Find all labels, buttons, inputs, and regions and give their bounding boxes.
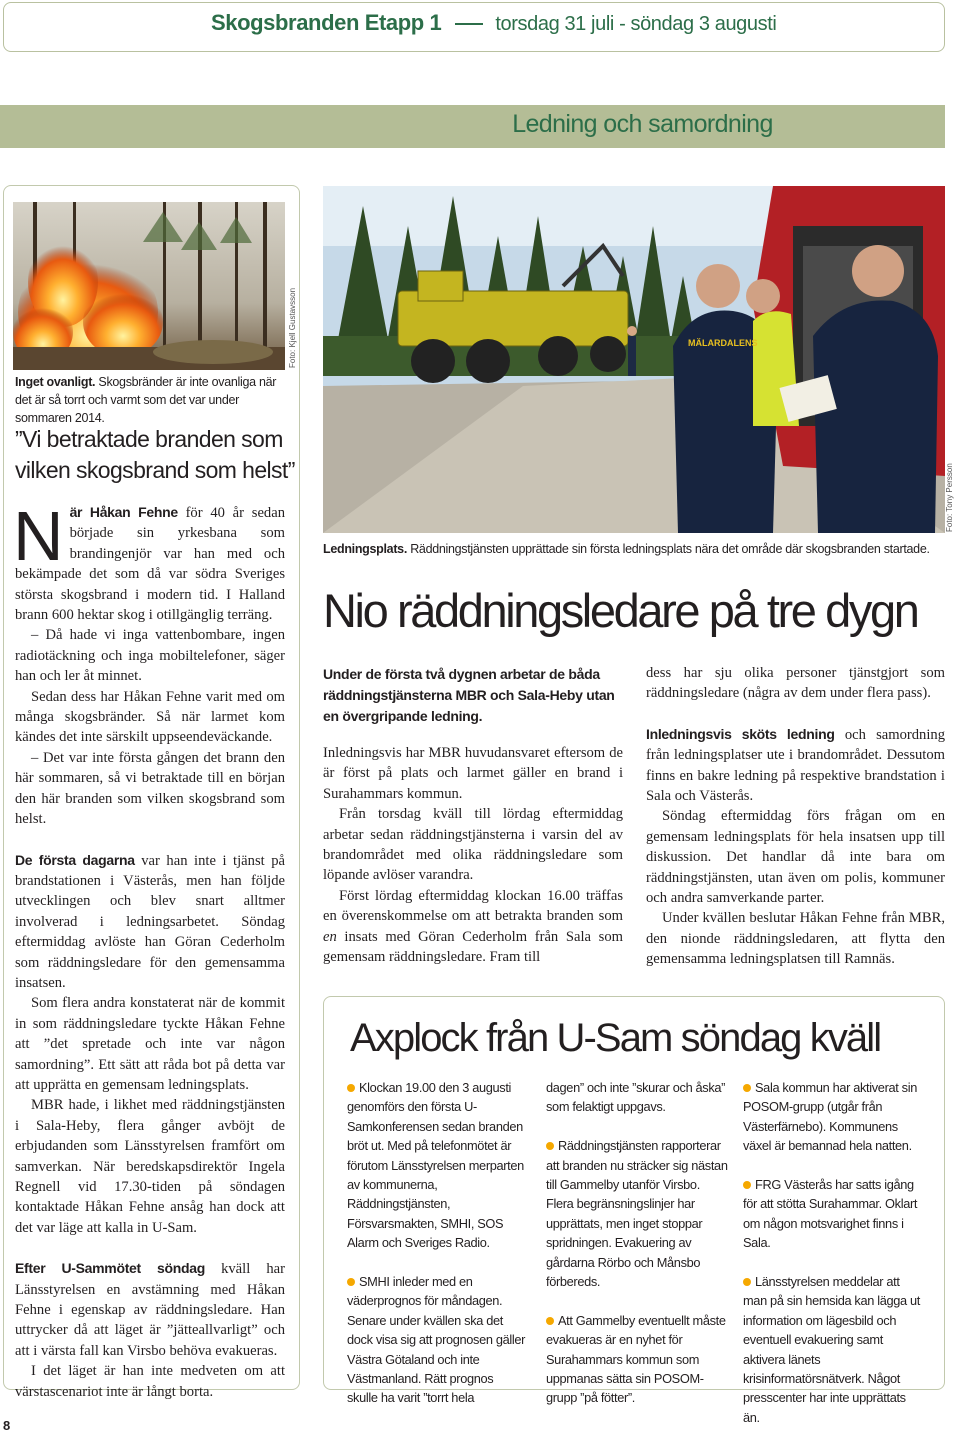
main-caption-lead: Ledningsplats. [323,542,408,556]
side-paragraph-8 [15,1258,285,1361]
axplock-column-1 [347,1078,527,1427]
main-c2-p2-lead: Inledningsvis sköts ledning [646,725,835,742]
axplock-item: Länsstyrelsen meddelar att man på sin hemsida kan lägga ut information om lägesbild och eventuell evakuering samt aktivera länets krisinformatörsnätverk. Något presscenter har inte upprättats än. [743,1274,920,1425]
side-p5-text: var han inte i tjänst på brandstationen i Västerås, men han följde utvecklingen och blev snart alltmer involverad i ledningsarbetet. Söndag eftermiddag avlöste han Göran Cederholm som räddningsledare för den gemensamma insatsen. [15,852,285,991]
page-number: 8 [3,1418,11,1433]
bullet-icon [347,1084,355,1092]
side-paragraph-2: – Då hade vi inga vattenbombare, ingen radiotäckning och inga mobiltelefoner, säger han och ler åt minnet. [15,627,285,685]
main-c2-paragraph-2 [646,724,945,807]
side-article-body [13,497,285,1402]
side-p1-text: för 40 år sedan började sin yrkesbana som brandingenjör var han med och bekämpade det som då var södra Sveriges största skogsbrand i modern tid. I Halland brann 600 hektar skog i otillgänglig terräng. [15,505,285,624]
command-post-photo [323,186,945,533]
main-photo-credit: Foto: Tony Persson [945,463,954,532]
side-article-headline: ”Vi betraktade branden som vilken skogsbrand som helst” [15,426,295,483]
main-c1-paragraph-2: Från torsdag kväll till lördag eftermiddag arbetar sedan räddningstjänsterna i varsin del av brandområdet med olika räddningsledare som löpande avlöser varandra. [323,806,623,884]
main-c1-p3-a: Först lördag eftermiddag klockan 16.00 träffas en överenskommelse om att betrakta branden som [323,887,623,925]
axplock-item: FRG Västerås har satts igång för att stötta Surahammar. Oklart om någon motsvarighet finns i Sala. [743,1177,918,1251]
side-p1-lead: är Håkan Fehne [69,504,178,520]
main-article-column-2 [646,663,945,970]
side-p8-lead: Efter U-Sammötet söndag [15,1260,205,1277]
main-c2-paragraph-4: Under kvällen beslutar Håkan Fehne från MBR, den nionde räddningsledaren, att flytta den gemensamma ledningsplatsen till Ramnäs. [646,910,945,968]
side-paragraph-5 [15,850,285,994]
axplock-item: Räddningstjänsten rapporterar att branden nu sträcker sig nästan till Gammelby utanför Virsbo. Flera begränsningslinjer har upprättats, men inget stoppar spridningen. Evakuering av gårdarna Rörbo och Månsbo förbereds. [546,1138,728,1290]
main-caption-text: Räddningstjänsten upprättade sin första ledningsplats nära det område där skogsbranden startade. [407,542,930,556]
bullet-icon [546,1317,554,1325]
section-title: Ledning och samordning [512,110,773,138]
bullet-icon [743,1181,751,1189]
side-paragraph-7: MBR hade, i likhet med räddningstjänsten i Sala-Heby, flera gånger avböjt de erbjudanden som Länsstyrelsen framfört om samverkan. När beredskapsdirektör Ingela Regnell vid 17.30-tiden på söndagen kontaktade Håkan Fehne ansåg han dock att det var läge att kalla in U-Sam. [15,1097,285,1236]
main-c1-p3-b: insats med Göran Cederholm från Sala som gemensam räddningsledare. Fram till [323,928,623,966]
side-paragraph-3: Sedan dess har Håkan Fehne varit med om många skogsbränder. Så när larmet kom kändes det inte särskilt uppseendeväckande. [15,688,285,746]
bullet-icon [743,1084,751,1092]
fire-photo-credit: Foto: Kjell Gustavsson [288,287,297,368]
side-paragraph-6: Som flera andra konstaterat när de kommit in som räddningsledare tyckte Håkan Fehne att ”det spretade och inte var någon samordning”. Ett sätt att råda bot på detta var att upprätta en gemensam ledningsplats. [15,995,285,1093]
dropcap: N [13,497,64,575]
bullet-icon [546,1142,554,1150]
main-article-column-1 [323,743,623,967]
axplock-item-continued: dagen” och inte ”skurar och åska” som felaktigt uppgavs. [546,1080,726,1115]
header-title-dates: torsdag 31 juli - söndag 3 augusti [495,13,777,35]
axplock-item: Att Gammelby eventuellt måste evakueras är en nyhet för Surahammars kommun som uppmanas sätta sin POSOM-grupp ”på fötter”. [546,1312,726,1406]
side-paragraph-4: – Det var inte första gången det brann den här sommaren, så vi betraktade till en början den här branden som vilken skogsbrand som helst. [15,749,285,828]
main-article-headline: Nio räddningsledare på tre dygn [323,584,918,637]
side-p5-lead: De första dagarna [15,851,135,868]
vehicle-lettering: MÄLARDALENS [688,338,758,348]
axplock-item: SMHI inleder med en väderprognos för måndagen. Senare under kvällen ska det dock visa sig att prognosen gäller Västra Götaland och inte Västmanland. Rätt prognos skulle ha varit ”torrt hela [347,1274,526,1406]
header-title-dash [455,23,483,25]
header-title [211,10,776,36]
main-article-ingress: Under de första två dygnen arbetar de båda räddningstjänsterna MBR och Sala-Heby utan en övergripande ledning. [323,666,615,724]
main-photo-caption [323,542,945,556]
main-c2-paragraph-3: Söndag eftermiddag förs frågan om en gemensam ledningsplats för hela insatsen upp till diskussion. Det handlar då inte bara om räddningstjänsten, utan även om polis, kommuner och andra samverkande parter. [646,808,945,907]
forest-fire-photo [13,202,285,370]
side-p8-text: kväll har Länsstyrelsen en avstämning med Håkan Fehne i egenskap av räddningsledare. Han uttrycker då att läget är ”jätteallvarligt” och att i värsta fall kan Virsbo behöva evakueras. [15,1261,285,1359]
main-c1-p3-em: en [323,928,337,945]
main-c2-p2-text: och samordning från ledningsplatser ute i brandområdet. Dessutom finns en bakre ledning på respektive brandstation i Sala och Västerås. [646,726,945,805]
main-c1-paragraph-1: Inledningsvis har MBR huvudansvaret eftersom de är först på plats och larmet gäller en brand i Surahammars kommun. [323,745,623,802]
fire-caption-lead: Inget ovanligt. [15,375,96,389]
axplock-item: Klockan 19.00 den 3 augusti genomförs den första U-Samkonferensen sedan branden bröt ut. Med på telefonmötet är förutom Länsstyrelsen merparten av kommunerna, Räddningstjänsten, Försvarsmakten, SMHI, SOS Alarm och Sveriges Radio. [347,1080,524,1251]
bullet-icon [347,1278,355,1286]
fire-caption-text: Skogsbränder är inte ovanliga när det är så torrt och varmt som det var under sommaren 2014. [15,375,277,425]
axplock-item: Sala kommun har aktiverat sin POSOM-grupp (utgår från Västerfärnebo). Kommunens växel är bemannad hela natten. [743,1080,917,1154]
side-paragraph-9: I det läget är han inte medveten om att värstascenariot inte är långt borta. [15,1363,285,1400]
side-paragraph-1 [13,497,285,625]
bullet-icon [743,1278,751,1286]
axplock-title: Axplock från U-Sam söndag kväll [350,1016,881,1060]
axplock-column-3 [743,1078,923,1436]
main-c1-paragraph-3 [323,886,623,968]
main-c2-paragraph-1: dess har sju olika personer tjänstgjort som räddningsledare (några av dem under flera pass). [646,665,945,702]
header-title-main: Skogsbranden Etapp 1 [211,10,442,35]
axplock-column-2 [546,1078,728,1427]
fire-photo-caption [15,373,287,427]
